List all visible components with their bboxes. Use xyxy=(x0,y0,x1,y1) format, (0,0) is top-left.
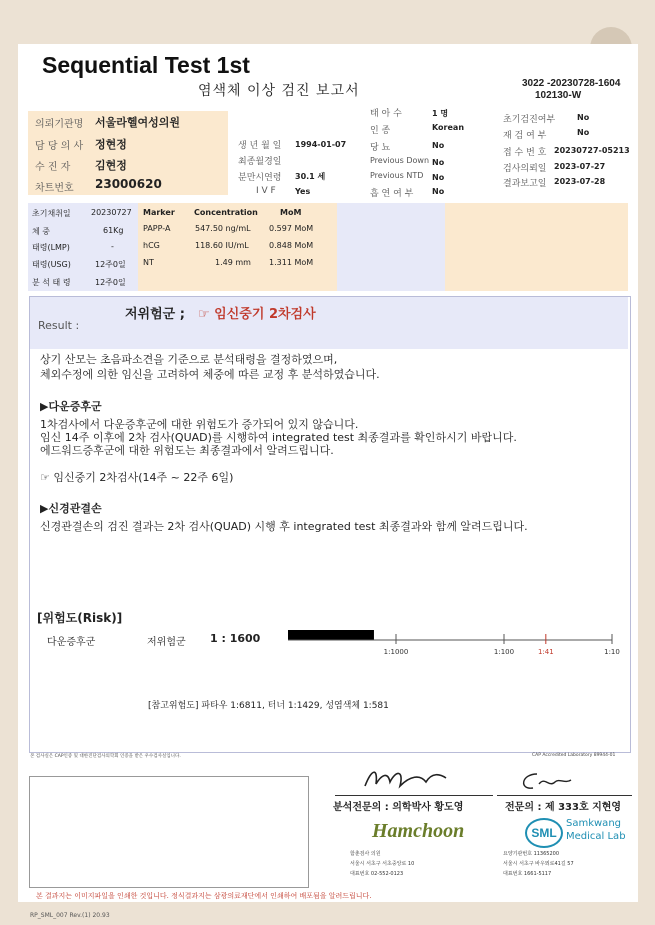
ivf-value: Yes xyxy=(295,187,311,196)
lmp-label: 최종월경일 xyxy=(238,157,282,167)
marker-mom: 1.311 MoM xyxy=(269,258,314,267)
risk-bar xyxy=(288,630,374,640)
down-syndrome-heading: ▶다운증후군 xyxy=(40,400,102,413)
retest-value: No xyxy=(577,128,590,137)
analyst-name: 분석전문의 : 의학박사 황도영 xyxy=(333,802,464,813)
memo-box xyxy=(29,776,309,888)
ivf-label: I V F xyxy=(256,186,276,196)
risk-title: [위험도(Risk)] xyxy=(37,611,123,625)
ga-analysis-label: 분 석 태 령 xyxy=(32,278,71,287)
form-code: RP_SML_007 Rev.(1) 20.93 xyxy=(30,912,110,919)
result-summary-band xyxy=(30,297,628,349)
result-recommendation: ☞ 임신중기 2차검사 xyxy=(198,307,316,322)
reference-risks: [참고위험도] 파타우 1:6811, 터너 1:1429, 성염색체 1:581 xyxy=(148,701,389,711)
sml-name-1: Samkwang xyxy=(566,818,621,829)
risk-level: 저위험군 xyxy=(147,637,186,648)
ga-usg-value: 12주0일 xyxy=(95,260,126,269)
risk-scale xyxy=(280,624,620,664)
marker-concentration: 1.49 mm xyxy=(215,258,251,267)
marker-concentration: 547.50 ng/mL xyxy=(195,224,251,233)
analyst-divider xyxy=(335,795,493,796)
fetus-value: 1 명 xyxy=(432,109,449,118)
race-value: Korean xyxy=(432,123,465,132)
examinee-value: 김현정 xyxy=(95,159,127,172)
risk-tick-label: 1:100 xyxy=(493,648,515,656)
risk-tick-label: 1:10 xyxy=(604,648,620,656)
retest-label: 재 검 여 부 xyxy=(503,131,547,141)
ga-analysis-value: 12주0일 xyxy=(95,278,126,287)
result-level: 저위험군 ; xyxy=(125,307,185,322)
down-line-2: 임신 14주 이후에 2차 검사(QUAD)를 시행하여 integrated test 최종결과를 확인하시기 바랍니다. xyxy=(40,431,517,444)
blank-column-bg xyxy=(337,203,445,291)
hamchoon-line-2: 서울시 서초구 서초중앙로 10 xyxy=(350,861,415,867)
hamchoon-line-3: 대표번호 02-552-0123 xyxy=(350,871,404,877)
marker-header: Marker xyxy=(143,208,175,217)
collect-value: 20230727 xyxy=(91,208,132,217)
age-value: 30.1 세 xyxy=(295,172,326,181)
prev-down-value: No xyxy=(432,158,445,167)
sml-line-1: 요양기관번호 11365200 xyxy=(503,851,560,857)
specialist-name: 전문의 : 제 333호 지현영 xyxy=(505,802,622,813)
ga-lmp-label: 태령(LMP) xyxy=(32,243,70,252)
accession-label: 접 수 번 호 xyxy=(503,148,547,158)
sml-line-2: 서울시 서초구 바우뫼로41길 57 xyxy=(503,861,574,867)
dob-label: 생 년 월 일 xyxy=(238,141,282,151)
risk-ratio: 1 : 1600 xyxy=(210,632,261,645)
marker-name: PAPP-A xyxy=(143,224,171,233)
report-title: Sequential Test 1st xyxy=(42,52,250,78)
dob-value: 1994-01-07 xyxy=(295,140,347,149)
chart-value: 23000620 xyxy=(95,177,162,191)
institution-value: 서울라헬여성의원 xyxy=(95,116,181,129)
institution-label: 의뢰기관명 xyxy=(35,119,84,130)
ntd-heading: ▶신경관결손 xyxy=(40,502,102,515)
disclaimer: 본 결과지는 이미지파일을 인쇄한 것입니다. 정식결과지는 삼광의료재단에서 인쇄하여 배포됨을 알려드립니다. xyxy=(36,892,372,900)
second-test-note: ☞ 임신중기 2차검사(14주 ~ 22주 6일) xyxy=(40,471,234,484)
examinee-label: 수 진 자 xyxy=(35,162,71,173)
result-paragraph-2: 체외수정에 의한 임신을 고려하여 체중에 따른 교정 후 분석하였습니다. xyxy=(40,368,380,381)
weight-label: 체 중 xyxy=(32,227,50,236)
result-paragraph-1: 상기 산모는 초음파소견을 기준으로 분석태령을 결정하였으며, xyxy=(40,353,338,366)
marker-name: hCG xyxy=(143,241,160,250)
risk-tick-label: 1:41 xyxy=(537,648,554,656)
weight-value: 61Kg xyxy=(103,226,124,235)
smoking-value: No xyxy=(432,187,445,196)
age-label: 분만시연령 xyxy=(238,173,282,183)
smoking-label: 흡 연 여 부 xyxy=(370,189,414,199)
report-date-label: 결과보고일 xyxy=(503,179,547,189)
accession-value: 20230727-05213 xyxy=(554,146,630,155)
diabetes-label: 당 뇨 xyxy=(370,143,391,153)
marker-concentration: 118.60 IU/mL xyxy=(195,241,249,250)
fetus-label: 태 아 수 xyxy=(370,109,402,119)
specialist-signature xyxy=(515,768,575,792)
risk-tick-label: 1:1000 xyxy=(383,648,409,656)
analyst-signature xyxy=(360,764,450,794)
diabetes-value: No xyxy=(432,141,445,150)
marker-mom: 0.848 MoM xyxy=(269,241,314,250)
request-date-label: 검사의뢰일 xyxy=(503,164,547,174)
ga-lmp-value: - xyxy=(111,242,114,251)
report-code-1: 3022 -20230728-1604 xyxy=(522,78,621,89)
hamchoon-logo: Hamchoon xyxy=(372,820,465,842)
collect-label: 초기채취일 xyxy=(32,209,71,218)
prev-ntd-label: Previous NTD xyxy=(370,171,424,180)
report-subtitle: 염색체 이상 검진 보고서 xyxy=(198,83,360,99)
prev-ntd-value: No xyxy=(432,173,445,182)
mom-header: MoM xyxy=(280,208,302,217)
ntd-line-1: 신경관결손의 검진 결과는 2차 검사(QUAD) 시행 후 integrated test 최종결과와 함께 알려드립니다. xyxy=(40,520,528,533)
sml-logo-icon: SML xyxy=(525,818,563,848)
report-date-value: 2023-07-28 xyxy=(554,177,606,186)
prev-down-label: Previous Down xyxy=(370,156,430,165)
doctor-label: 담 당 의 사 xyxy=(35,141,84,152)
concentration-header: Concentration xyxy=(194,208,258,217)
ga-usg-label: 태령(USG) xyxy=(32,260,71,269)
down-line-1: 1차검사에서 다운증후군에 대한 위험도가 증가되어 있지 않습니다. xyxy=(40,418,359,431)
doctor-value: 정현정 xyxy=(95,138,127,151)
cap-note: CAP Accredited Laboratory 89944-01 xyxy=(532,753,616,758)
sml-line-3: 대표번호 1661-5117 xyxy=(503,871,552,877)
marker-name: NT xyxy=(143,258,154,267)
marker-mom: 0.597 MoM xyxy=(269,224,314,233)
sml-name-2: Medical Lab xyxy=(566,831,626,842)
result-label: Result : xyxy=(38,319,80,332)
race-label: 인 종 xyxy=(370,126,391,136)
report-code-2: 102130-W xyxy=(535,90,582,101)
first-exam-label: 초기검진여부 xyxy=(503,115,556,125)
hamchoon-line-1: 함춘검사 의원 xyxy=(350,851,381,857)
first-exam-value: No xyxy=(577,113,590,122)
request-date-value: 2023-07-27 xyxy=(554,162,606,171)
risk-syndrome: 다운증후군 xyxy=(47,637,96,648)
chart-label: 차트번호 xyxy=(35,183,74,194)
down-line-3: 에드워드증후군에 대한 위험도는 최종결과에서 알려드립니다. xyxy=(40,444,334,457)
specialist-divider xyxy=(497,795,632,796)
certification-note: 본 검사실은 CAP인증 및 대한진단검사의학회 인증을 받은 우수검사실입니다. xyxy=(30,754,181,759)
